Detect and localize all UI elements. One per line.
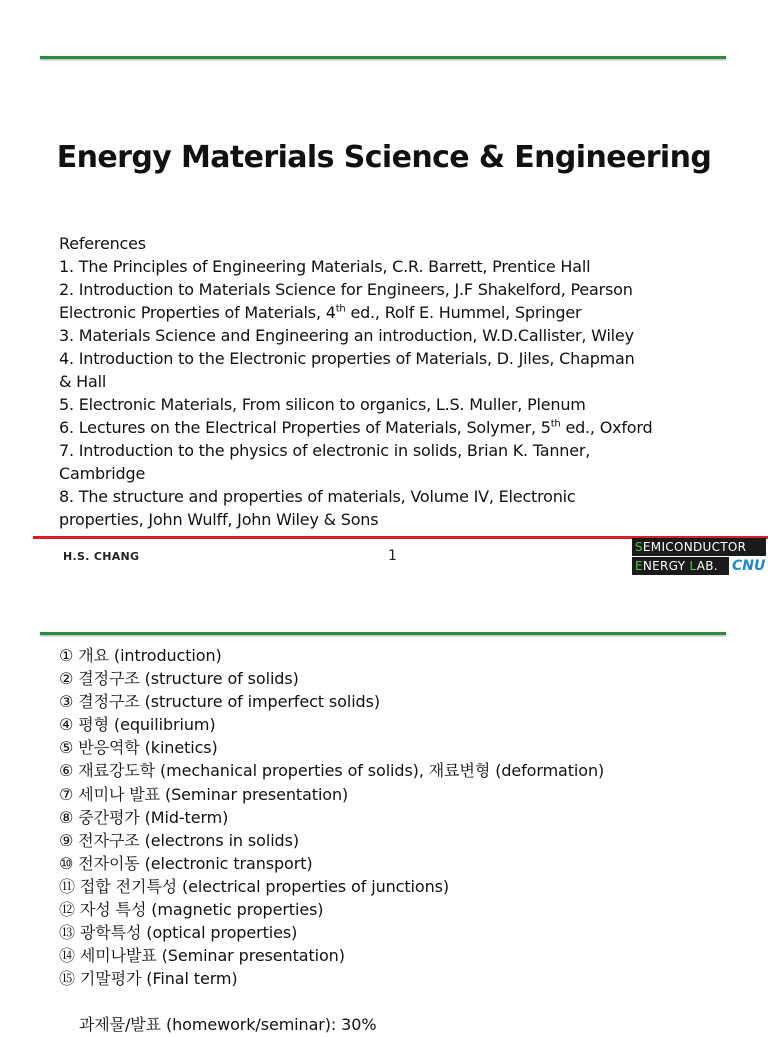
references-block bbox=[59, 232, 739, 531]
schedule-item: ⑭ 세미나발표 (Seminar presentation) bbox=[59, 946, 345, 966]
author-label: H.S. CHANG bbox=[63, 550, 140, 563]
slide-title: Energy Materials Science & Engineering bbox=[56, 140, 712, 175]
logo-line-1: SEMICONDUCTOR bbox=[632, 538, 766, 556]
schedule-item: ⑧ 중간평가 (Mid-term) bbox=[59, 807, 229, 827]
schedule-item: ⑦ 세미나 발표 (Seminar presentation) bbox=[59, 784, 349, 804]
page-number: 1 bbox=[388, 548, 397, 564]
schedule-item: ⑬ 광학특성 (optical properties) bbox=[59, 923, 298, 943]
cnu-logo-text: CNU bbox=[732, 558, 766, 574]
schedule-item: ⑨ 전자구조 (electrons in solids) bbox=[59, 830, 299, 850]
slide-2 bbox=[0, 590, 768, 1035]
schedule-item bbox=[59, 990, 749, 1013]
schedule-item: ⑫ 자성 특성 (magnetic properties) bbox=[59, 900, 324, 920]
reference-line: 3. Materials Science and Engineering an introduction, W.D.Callister, Wiley bbox=[59, 326, 634, 345]
top-rule bbox=[40, 632, 726, 635]
reference-line: properties, John Wulff, John Wiley & Sons bbox=[59, 510, 379, 529]
reference-line: 7. Introduction to the physics of electronic in solids, Brian K. Tanner, bbox=[59, 441, 591, 460]
schedule-item: ⑮ 기말평가 (Final term) bbox=[59, 969, 238, 989]
lab-logo bbox=[632, 537, 766, 577]
schedule-item: ⑥ 재료강도학 (mechanical properties of solids), 재료변형 (deformation) bbox=[59, 761, 605, 781]
course-schedule bbox=[59, 644, 749, 1037]
logo-line-2: ENERGY LAB. bbox=[632, 557, 729, 575]
reference-line: 4. Introduction to the Electronic properties of Materials, D. Jiles, Chapman bbox=[59, 349, 635, 368]
references-heading: References bbox=[59, 234, 146, 253]
schedule-item: ③ 결정구조 (structure of imperfect solids) bbox=[59, 692, 380, 712]
schedule-item: ① 개요 (introduction) bbox=[59, 646, 222, 665]
reference-line: & Hall bbox=[59, 372, 107, 391]
schedule-item: ⑤ 반응역학 (kinetics) bbox=[59, 738, 218, 758]
reference-line: Cambridge bbox=[59, 464, 146, 483]
reference-line: Electronic Properties of Materials, 4th ed., Rolf E. Hummel, Springer bbox=[59, 303, 582, 322]
reference-line: 1. The Principles of Engineering Materials, C.R. Barrett, Prentice Hall bbox=[59, 257, 591, 276]
schedule-item: ④ 평형 (equilibrium) bbox=[59, 715, 216, 735]
reference-line: 5. Electronic Materials, From silicon to organics, L.S. Muller, Plenum bbox=[59, 395, 586, 414]
schedule-item: ⑩ 전자이동 (electronic transport) bbox=[59, 853, 313, 873]
reference-line: 8. The structure and properties of materials, Volume IV, Electronic bbox=[59, 487, 576, 506]
reference-line: 2. Introduction to Materials Science for Engineers, J.F Shakelford, Pearson bbox=[59, 280, 633, 299]
schedule-item: 과제물/발표 (homework/seminar): 30% bbox=[59, 1015, 377, 1035]
schedule-item: ② 결정구조 (structure of solids) bbox=[59, 669, 299, 689]
reference-line: 6. Lectures on the Electrical Properties of Materials, Solymer, 5th ed., Oxford bbox=[59, 418, 653, 437]
schedule-item: ⑪ 접합 전기특성 (electrical properties of junctions) bbox=[59, 876, 449, 896]
top-rule bbox=[40, 56, 726, 59]
